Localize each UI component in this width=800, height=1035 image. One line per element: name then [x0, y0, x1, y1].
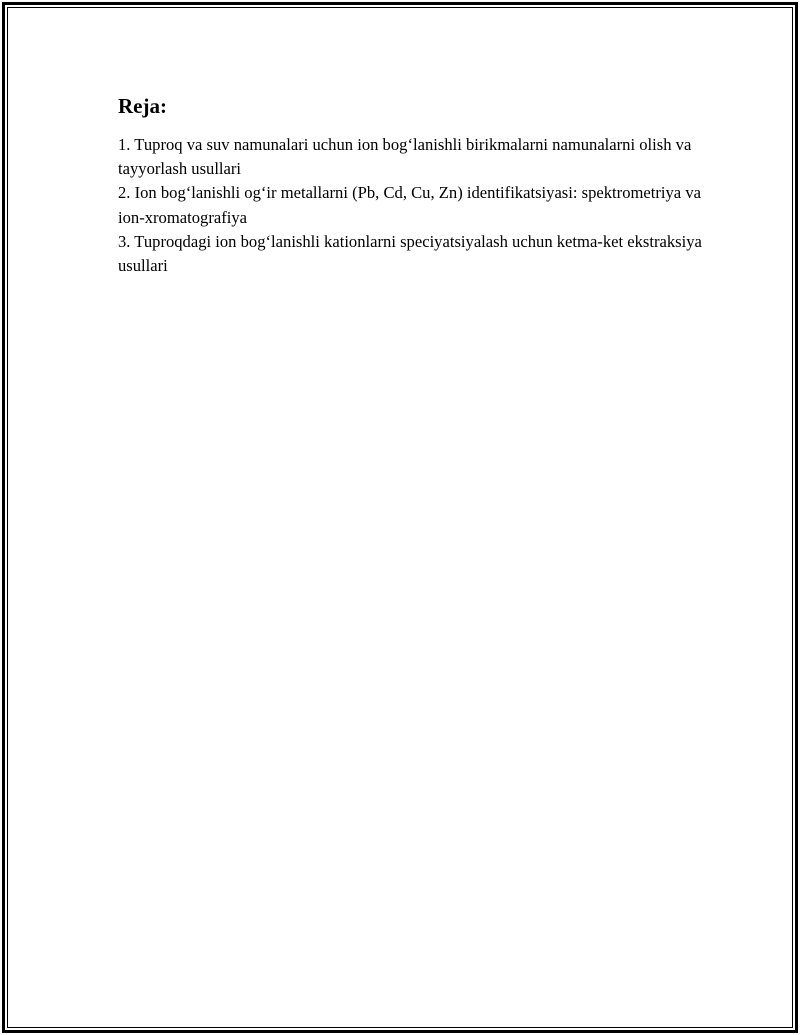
document-body [118, 92, 708, 278]
plan-item-1: 1. Tuproq va suv namunalari uchun ion bog‘lanishli birikmalarni namunalarni olish va tayyorlash usullari [118, 135, 692, 179]
plan-list [118, 133, 708, 278]
plan-heading: Reja: [118, 94, 167, 118]
plan-item-2: 2. Ion bog‘lanishli og‘ir metallarni (Pb, Cd, Cu, Zn) identifikatsiyasi: spektrometriya va ion-xromatografiya [118, 183, 701, 227]
plan-item-3: 3. Tuproqdagi ion bog‘lanishli kationlarni speciyatsiyalash uchun ketma-ket ekstraksiya usullari [118, 231, 702, 276]
